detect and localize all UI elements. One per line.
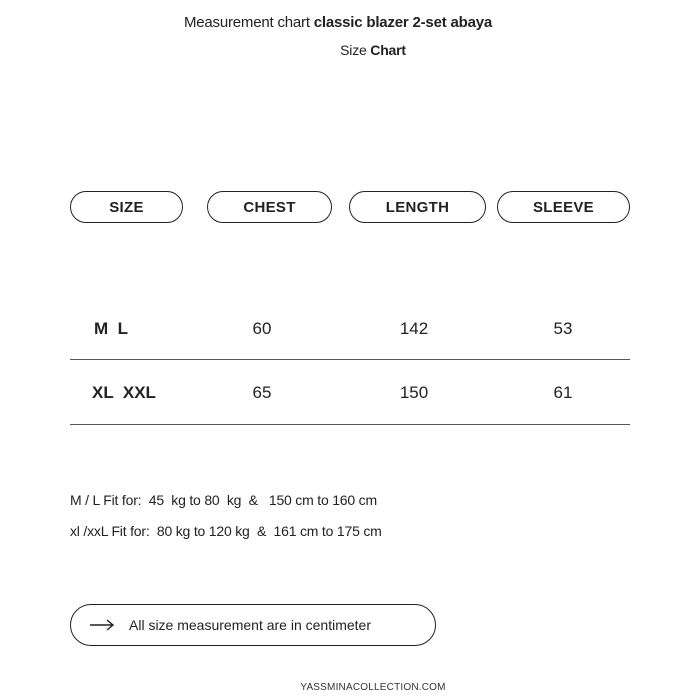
column-header-size: SIZE <box>70 191 183 223</box>
sleeve-cell: 61 <box>553 383 573 402</box>
footer-website: YASSMINACOLLECTION.COM <box>300 682 446 693</box>
size-cell: XL XXL <box>92 383 156 402</box>
chart-subtitle-prefix: Size <box>340 42 371 58</box>
size-cell: M L <box>94 319 128 338</box>
fit-note-m-l: M / L Fit for: 45 kg to 80 kg & 150 cm to 160 cm <box>70 492 377 508</box>
measurement-note <box>70 604 436 646</box>
column-header-chest: CHEST <box>207 191 332 223</box>
measurement-note-text: All size measurement are in centimeter <box>129 617 371 633</box>
chart-title-product: classic blazer 2-set abaya <box>313 14 493 31</box>
column-header-length: LENGTH <box>349 191 486 223</box>
chest-cell: 60 <box>252 319 272 338</box>
chart-title <box>0 14 676 31</box>
length-cell: 150 <box>399 383 429 402</box>
chart-title-prefix: Measurement chart <box>183 14 314 31</box>
fit-note-xl-xxl: xl /xxL Fit for: 80 kg to 120 kg & 161 cm to 175 cm <box>70 523 382 539</box>
length-cell: 142 <box>399 319 429 338</box>
chart-subtitle <box>0 42 700 58</box>
chest-cell: 65 <box>252 383 272 402</box>
sleeve-cell: 53 <box>553 319 573 338</box>
row-divider <box>70 359 630 360</box>
column-header-sleeve: SLEEVE <box>497 191 630 223</box>
chart-subtitle-bold: Chart <box>370 42 406 58</box>
row-divider <box>70 424 630 425</box>
arrow-right-icon <box>89 615 115 635</box>
